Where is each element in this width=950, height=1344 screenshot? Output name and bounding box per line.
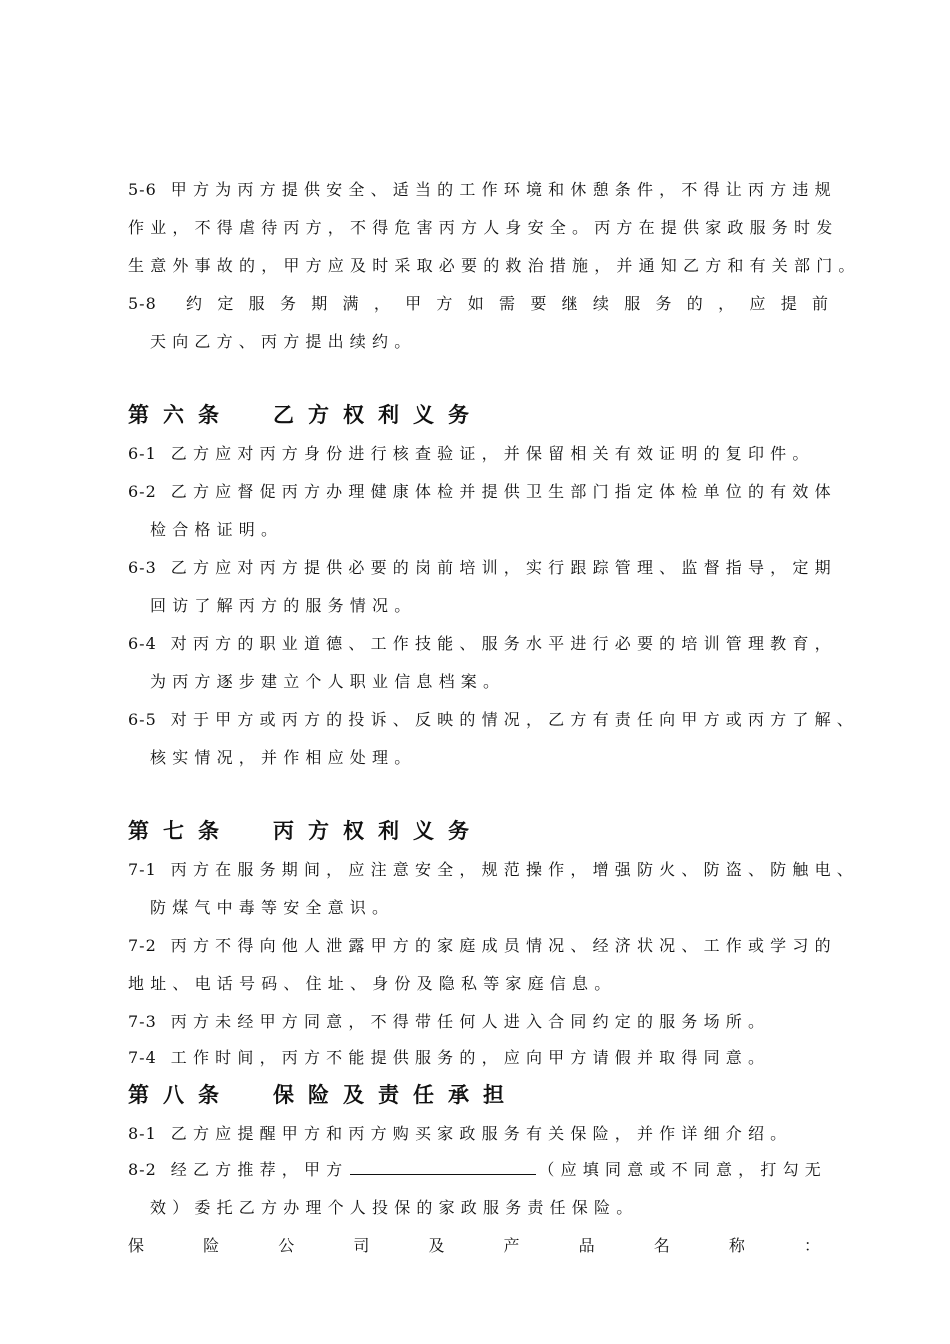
clause-6-4-line2: 为丙方逐步建立个人职业信息档案。 [150,672,506,691]
clause-6-3-line1: 6-3 乙方应对丙方提供必要的岗前培训，实行跟踪管理、监督指导，定期 [128,558,837,577]
article-6-heading: 第六条 乙方权利义务 [128,402,483,427]
clause-6-5-line2: 核实情况，并作相应处理。 [150,748,417,767]
article-7-heading: 第七条 丙方权利义务 [128,818,483,843]
clause-number: 6-3 [128,558,157,577]
clause-6-2-line1: 6-2 乙方应督促丙方办理健康体检并提供卫生部门指定体检单位的有效体 [128,482,837,501]
clause-6-2-line2: 检合格证明。 [150,520,284,539]
clause-number: 6-1 [128,444,157,463]
clause-7-2-line1: 7-2 丙方不得向他人泄露甲方的家庭成员情况、经济状况、工作或学习的 [128,936,837,955]
clause-number: 7-3 [128,1012,157,1031]
clause-number: 8-2 [128,1160,157,1179]
insurer-name-line: 保 险 公 司 及 产 品 名 称 ： [128,1236,820,1255]
clause-number: 6-5 [128,710,157,729]
clause-8-2-line2: 效）委托乙方办理个人投保的家政服务责任保险。 [150,1198,639,1217]
clause-5-6-line3: 生意外事故的，甲方应及时采取必要的救治措施，并通知乙方和有关部门。 [128,256,861,275]
clause-7-2-line2: 地址、电话号码、住址、身份及隐私等家庭信息。 [128,974,617,993]
clause-number: 7-4 [128,1048,157,1067]
clause-number: 5-8 [128,294,157,313]
clause-8-2-line1: 8-2 经乙方推荐，甲方 （应填同意或不同意，打勾无 [128,1160,827,1179]
clause-number: 6-4 [128,634,157,653]
article-8-heading: 第八条 保险及责任承担 [128,1082,518,1107]
clause-6-3-line2: 回访了解丙方的服务情况。 [150,596,417,615]
clause-6-4-line1: 6-4 对丙方的职业道德、工作技能、服务水平进行必要的培训管理教育， [128,634,837,653]
clause-7-1-line1: 7-1 丙方在服务期间，应注意安全，规范操作，增强防火、防盗、防触电、 [128,860,859,879]
consent-blank-field[interactable] [350,1160,536,1175]
clause-7-4: 7-4 工作时间，丙方不能提供服务的，应向甲方请假并取得同意。 [128,1048,771,1067]
clause-7-1-line2: 防煤气中毒等安全意识。 [150,898,395,917]
clause-5-8-line2: 天向乙方、丙方提出续约。 [150,332,417,351]
clause-number: 8-1 [128,1124,157,1143]
clause-number: 7-1 [128,860,157,879]
clause-6-5-line1: 6-5 对于甲方或丙方的投诉、反映的情况，乙方有责任向甲方或丙方了解、 [128,710,859,729]
clause-number: 5-6 [128,180,157,199]
clause-8-1: 8-1 乙方应提醒甲方和丙方购买家政服务有关保险，并作详细介绍。 [128,1124,793,1143]
clause-6-1: 6-1 乙方应对丙方身份进行核查验证，并保留相关有效证明的复印件。 [128,444,815,463]
clause-5-8-line1: 5-8 约 定 服 务 期 满 ， 甲 方 如 需 要 继 续 服 务 的 ， 应 提 前 [128,294,828,313]
clause-number: 7-2 [128,936,157,955]
clause-number: 6-2 [128,482,157,501]
clause-5-6-line1: 5-6 甲方为丙方提供安全、适当的工作环境和休憩条件，不得让丙方违规 [128,180,837,199]
clause-5-6-line2: 作业，不得虐待丙方，不得危害丙方人身安全。丙方在提供家政服务时发 [128,218,839,237]
clause-7-3: 7-3 丙方未经甲方同意，不得带任何人进入合同约定的服务场所。 [128,1012,771,1031]
